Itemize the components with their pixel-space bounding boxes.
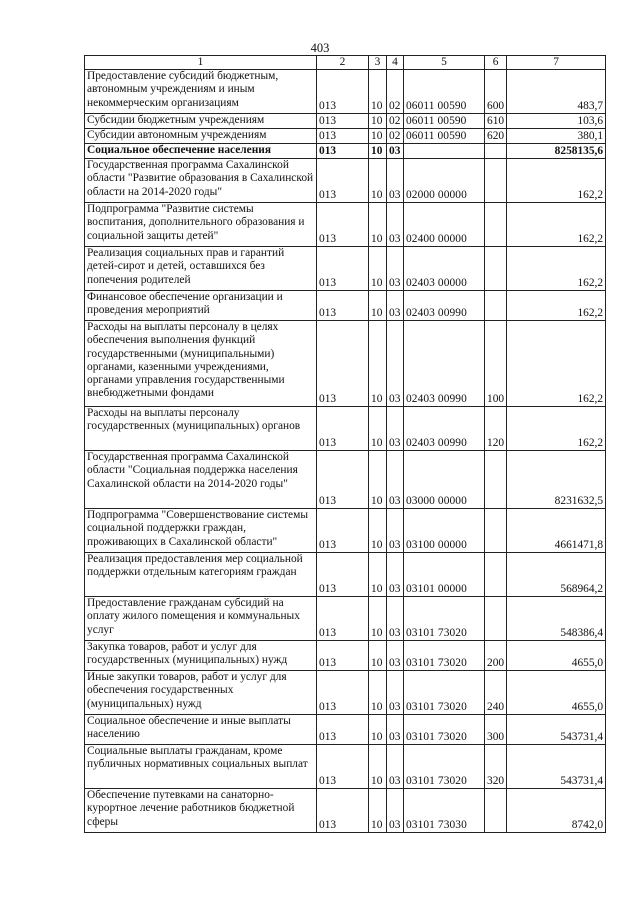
expense-name-cell: Реализация предоставления мер социальной поддержки отдельным категориям граждан xyxy=(85,553,317,597)
target-article-cell: 03101 73020 xyxy=(404,745,485,789)
amount-cell: 162,2 xyxy=(507,291,606,321)
subsection-code-cell: 03 xyxy=(387,509,404,553)
amount-cell: 8258135,6 xyxy=(507,144,606,159)
section-code-cell: 10 xyxy=(369,789,387,833)
column-header: 4 xyxy=(387,56,404,70)
expense-type-cell xyxy=(485,789,507,833)
section-code-cell: 10 xyxy=(369,129,387,144)
department-code-cell: 013 xyxy=(317,129,369,144)
expense-name-cell: Субсидии бюджетным учреждениям xyxy=(85,114,317,129)
section-code-cell: 10 xyxy=(369,70,387,114)
expense-type-cell: 320 xyxy=(485,745,507,789)
column-header: 2 xyxy=(317,56,369,70)
amount-cell: 568964,2 xyxy=(507,553,606,597)
table-row xyxy=(85,597,606,641)
table-row xyxy=(85,641,606,671)
expense-name-cell: Социальное обеспечение и иные выплаты населению xyxy=(85,715,317,745)
expense-name-cell: Государственная программа Сахалинской области "Развитие образования в Сахалинской области на 2014-2020 годы" xyxy=(85,159,317,203)
department-code-cell: 013 xyxy=(317,789,369,833)
section-code-cell: 10 xyxy=(369,745,387,789)
subsection-code-cell: 03 xyxy=(387,321,404,407)
table-row xyxy=(85,745,606,789)
department-code-cell: 013 xyxy=(317,715,369,745)
expense-name-cell: Иные закупки товаров, работ и услуг для обеспечения государственных (муниципальных) нужд xyxy=(85,671,317,715)
expense-name-cell: Подпрограмма "Совершенствование системы социальной поддержки граждан, проживающих в Сахалинской области" xyxy=(85,509,317,553)
target-article-cell: 06011 00590 xyxy=(404,114,485,129)
target-article-cell: 06011 00590 xyxy=(404,70,485,114)
expense-name-cell: Расходы на выплаты персоналу в целях обеспечения выполнения функций государственными (муниципальными) органами, казенными учреждениями, органами управления государственными внебюджетными фондами xyxy=(85,321,317,407)
department-code-cell: 013 xyxy=(317,144,369,159)
amount-cell: 543731,4 xyxy=(507,745,606,789)
department-code-cell: 013 xyxy=(317,321,369,407)
target-article-cell: 02403 00990 xyxy=(404,321,485,407)
column-header: 1 xyxy=(85,56,317,70)
target-article-cell: 03101 73020 xyxy=(404,597,485,641)
expense-type-cell: 120 xyxy=(485,407,507,451)
column-header: 3 xyxy=(369,56,387,70)
subsection-code-cell: 03 xyxy=(387,553,404,597)
amount-cell: 483,7 xyxy=(507,70,606,114)
amount-cell: 162,2 xyxy=(507,247,606,291)
table-row xyxy=(85,247,606,291)
expense-name-cell: Государственная программа Сахалинской области "Социальная поддержка населения Сахалинской области на 2014-2020 годы" xyxy=(85,451,317,509)
table-row xyxy=(85,715,606,745)
subsection-code-cell: 03 xyxy=(387,641,404,671)
expense-type-cell: 600 xyxy=(485,70,507,114)
subsection-code-cell: 03 xyxy=(387,407,404,451)
section-code-cell: 10 xyxy=(369,597,387,641)
expense-type-cell xyxy=(485,451,507,509)
target-article-cell: 03101 73030 xyxy=(404,789,485,833)
target-article-cell: 03101 73020 xyxy=(404,641,485,671)
table-row xyxy=(85,159,606,203)
target-article-cell: 02400 00000 xyxy=(404,203,485,247)
section-code-cell: 10 xyxy=(369,144,387,159)
expense-type-cell: 240 xyxy=(485,671,507,715)
expense-name-cell: Предоставление гражданам субсидий на оплату жилого помещения и коммунальных услуг xyxy=(85,597,317,641)
amount-cell: 162,2 xyxy=(507,203,606,247)
section-code-cell: 10 xyxy=(369,321,387,407)
department-code-cell: 013 xyxy=(317,641,369,671)
expense-name-cell: Финансовое обеспечение организации и проведения мероприятий xyxy=(85,291,317,321)
expense-type-cell xyxy=(485,203,507,247)
amount-cell: 548386,4 xyxy=(507,597,606,641)
table-row xyxy=(85,671,606,715)
target-article-cell xyxy=(404,144,485,159)
target-article-cell: 02403 00000 xyxy=(404,247,485,291)
target-article-cell: 02403 00990 xyxy=(404,291,485,321)
department-code-cell: 013 xyxy=(317,114,369,129)
amount-cell: 4661471,8 xyxy=(507,509,606,553)
section-code-cell: 10 xyxy=(369,641,387,671)
department-code-cell: 013 xyxy=(317,247,369,291)
expense-type-cell xyxy=(485,247,507,291)
expense-name-cell: Реализация социальных прав и гарантий детей-сирот и детей, оставшихся без попечения родителей xyxy=(85,247,317,291)
amount-cell: 4655,0 xyxy=(507,671,606,715)
target-article-cell: 03101 73020 xyxy=(404,715,485,745)
amount-cell: 543731,4 xyxy=(507,715,606,745)
expense-type-cell: 620 xyxy=(485,129,507,144)
target-article-cell: 03000 00000 xyxy=(404,451,485,509)
subsection-code-cell: 03 xyxy=(387,671,404,715)
department-code-cell: 013 xyxy=(317,671,369,715)
expense-type-cell: 300 xyxy=(485,715,507,745)
target-article-cell: 03101 73020 xyxy=(404,671,485,715)
header-row xyxy=(85,56,606,70)
expense-type-cell xyxy=(485,291,507,321)
amount-cell: 162,2 xyxy=(507,321,606,407)
target-article-cell: 03100 00000 xyxy=(404,509,485,553)
subsection-code-cell: 03 xyxy=(387,715,404,745)
department-code-cell: 013 xyxy=(317,553,369,597)
section-code-cell: 10 xyxy=(369,553,387,597)
department-code-cell: 013 xyxy=(317,407,369,451)
expense-type-cell xyxy=(485,144,507,159)
target-article-cell: 03101 00000 xyxy=(404,553,485,597)
expense-type-cell xyxy=(485,159,507,203)
amount-cell: 4655,0 xyxy=(507,641,606,671)
table-row xyxy=(85,407,606,451)
subsection-code-cell: 03 xyxy=(387,291,404,321)
table-row xyxy=(85,114,606,129)
table-row xyxy=(85,789,606,833)
expense-name-cell: Обеспечение путевками на санаторно-курортное лечение работников бюджетной сферы xyxy=(85,789,317,833)
column-header: 6 xyxy=(485,56,507,70)
amount-cell: 8231632,5 xyxy=(507,451,606,509)
department-code-cell: 013 xyxy=(317,745,369,789)
amount-cell: 8742,0 xyxy=(507,789,606,833)
target-article-cell: 02403 00990 xyxy=(404,407,485,451)
subsection-code-cell: 03 xyxy=(387,597,404,641)
expense-type-cell xyxy=(485,509,507,553)
subsection-code-cell: 03 xyxy=(387,247,404,291)
expense-type-cell: 100 xyxy=(485,321,507,407)
subsection-code-cell: 03 xyxy=(387,159,404,203)
table-row xyxy=(85,291,606,321)
subsection-code-cell: 03 xyxy=(387,745,404,789)
expense-type-cell xyxy=(485,553,507,597)
expense-type-cell xyxy=(485,597,507,641)
target-article-cell: 06011 00590 xyxy=(404,129,485,144)
section-code-cell: 10 xyxy=(369,451,387,509)
subsection-code-cell: 03 xyxy=(387,203,404,247)
expense-name-cell: Социальные выплаты гражданам, кроме публичных нормативных социальных выплат xyxy=(85,745,317,789)
subsection-code-cell: 02 xyxy=(387,129,404,144)
section-code-cell: 10 xyxy=(369,203,387,247)
section-code-cell: 10 xyxy=(369,715,387,745)
department-code-cell: 013 xyxy=(317,597,369,641)
table-row xyxy=(85,509,606,553)
section-code-cell: 10 xyxy=(369,114,387,129)
page-number: 403 xyxy=(310,41,330,55)
section-code-cell: 10 xyxy=(369,509,387,553)
amount-cell: 103,6 xyxy=(507,114,606,129)
column-header: 5 xyxy=(404,56,485,70)
department-code-cell: 013 xyxy=(317,70,369,114)
expense-name-cell: Предоставление субсидий бюджетным, автономным учреждениям и иным некоммерческим организациям xyxy=(85,70,317,114)
section-code-cell: 10 xyxy=(369,247,387,291)
subsection-code-cell: 02 xyxy=(387,114,404,129)
table-row xyxy=(85,70,606,114)
expense-name-cell: Социальное обеспечение населения xyxy=(85,144,317,159)
subsection-code-cell: 02 xyxy=(387,70,404,114)
department-code-cell: 013 xyxy=(317,451,369,509)
department-code-cell: 013 xyxy=(317,509,369,553)
section-code-cell: 10 xyxy=(369,407,387,451)
department-code-cell: 013 xyxy=(317,291,369,321)
table-row xyxy=(85,553,606,597)
expense-name-cell: Расходы на выплаты персоналу государственных (муниципальных) органов xyxy=(85,407,317,451)
subsection-code-cell: 03 xyxy=(387,144,404,159)
budget-table xyxy=(84,55,606,833)
table-row xyxy=(85,203,606,247)
section-code-cell: 10 xyxy=(369,671,387,715)
table-row xyxy=(85,451,606,509)
table-row xyxy=(85,129,606,144)
table-row xyxy=(85,144,606,159)
subsection-code-cell: 03 xyxy=(387,789,404,833)
expense-name-cell: Подпрограмма "Развитие системы воспитания, дополнительного образования и социальной защиты детей" xyxy=(85,203,317,247)
expense-type-cell: 200 xyxy=(485,641,507,671)
department-code-cell: 013 xyxy=(317,159,369,203)
section-code-cell: 10 xyxy=(369,291,387,321)
expense-type-cell: 610 xyxy=(485,114,507,129)
expense-name-cell: Закупка товаров, работ и услуг для государственных (муниципальных) нужд xyxy=(85,641,317,671)
amount-cell: 162,2 xyxy=(507,159,606,203)
subsection-code-cell: 03 xyxy=(387,451,404,509)
table-row xyxy=(85,321,606,407)
column-header: 7 xyxy=(507,56,606,70)
target-article-cell: 02000 00000 xyxy=(404,159,485,203)
department-code-cell: 013 xyxy=(317,203,369,247)
section-code-cell: 10 xyxy=(369,159,387,203)
expense-name-cell: Субсидии автономным учреждениям xyxy=(85,129,317,144)
amount-cell: 380,1 xyxy=(507,129,606,144)
amount-cell: 162,2 xyxy=(507,407,606,451)
